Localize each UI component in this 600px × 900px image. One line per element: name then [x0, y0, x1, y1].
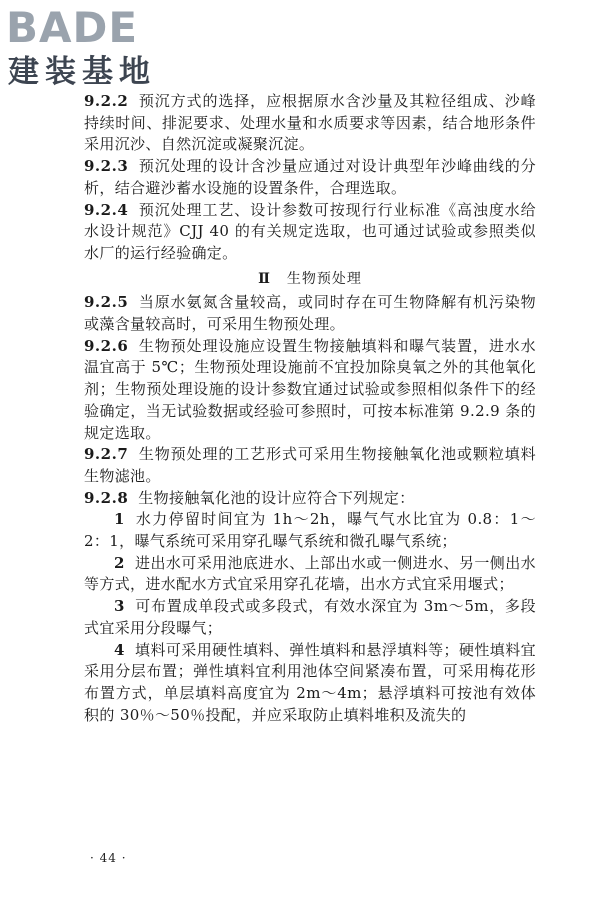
clause-text: 生物预处理设施应设置生物接触填料和曝气装置，进水水温宜高于 5℃；生物预处理设施前不宜投加除臭氧之外的其他氧化剂；生物预处理设施的设计参数宜通过试验或参照相似条件下的经验确定，当无试验数据或经验可参照时，可按本标准第 9.2.9 条的规定选取。	[84, 336, 536, 442]
clause-number: 9.2.5	[84, 293, 129, 312]
clause-number: 9.2.8	[84, 488, 129, 507]
clause-text: 生物预处理的工艺形式可采用生物接触氧化池或颗粒填料生物滤池。	[84, 445, 536, 485]
list-item-3	[84, 596, 536, 639]
clause-number: 9.2.4	[84, 200, 129, 219]
clause-number: 9.2.2	[84, 92, 129, 110]
section-number: Ⅱ	[258, 270, 271, 287]
item-text: 可布置成单段式或多段式，有效水深宜为 3m～5m，多段式宜采用分段曝气；	[84, 597, 536, 637]
item-number: 4	[114, 640, 125, 659]
clause-text: 预沉处理的设计含沙量应通过对设计典型年沙峰曲线的分析，结合避沙蓄水设施的设置条件，合理选取。	[84, 157, 536, 197]
clause-text: 生物接触氧化池的设计应符合下列规定：	[138, 488, 415, 507]
clause-9-2-7	[84, 444, 536, 487]
clause-9-2-5	[84, 292, 536, 335]
section-title: 生物预处理	[286, 270, 362, 287]
list-item-2	[84, 553, 536, 596]
clause-9-2-6	[84, 336, 536, 445]
clause-number: 9.2.3	[84, 157, 129, 176]
clause-9-2-4	[84, 200, 536, 265]
clause-9-2-2	[84, 91, 536, 156]
item-number: 2	[114, 553, 125, 572]
clause-number: 9.2.6	[84, 336, 129, 355]
site-logo	[6, 4, 176, 94]
item-text: 填料可采用硬性填料、弹性填料和悬浮填料等；硬性填料宜采用分层布置；弹性填料宜利用池体空间紧凑布置，可采用梅花形布置方式，单层填料高度宜为 2m～4m；悬浮填料可按池有效体积的 30％～50％投配，并应采取防止填料堆积及流失的	[84, 640, 536, 724]
item-text: 水力停留时间宜为 1h～2h，曝气气水比宜为 0.8：1～2：1，曝气系统可采用穿孔曝气系统和微孔曝气系统；	[84, 510, 536, 551]
clause-text: 预沉方式的选择，应根据原水含沙量及其粒径组成、沙峰持续时间、排泥要求、处理水量和水质要求等因素，结合地形条件采用沉沙、自然沉淀或凝聚沉淀。	[84, 92, 536, 154]
item-text: 进出水可采用池底进水、上部出水或一侧进水、另一侧出水等方式，进水配水方式宜采用穿孔花墙，出水方式宜采用堰式；	[84, 553, 536, 594]
clause-text: 预沉处理工艺、设计参数可按现行行业标准《高浊度水给水设计规范》CJJ 40 的有关规定选取，也可通过试验或参照类似水厂的运行经验确定。	[84, 200, 536, 262]
clause-9-2-3	[84, 156, 536, 199]
clause-number: 9.2.7	[84, 445, 129, 464]
list-item-1	[84, 509, 536, 552]
page-body	[84, 91, 536, 726]
logo-text-cn: 建装基地	[8, 54, 156, 90]
section-heading	[84, 269, 536, 291]
page-number: · 44 ·	[90, 851, 127, 865]
logo-text-en: BADE	[6, 3, 139, 52]
item-number: 1	[114, 510, 125, 529]
list-item-4	[84, 640, 536, 727]
item-number: 3	[114, 597, 125, 616]
clause-9-2-8	[84, 488, 536, 510]
clause-text: 当原水氨氮含量较高，或同时存在可生物降解有机污染物或藻含量较高时，可采用生物预处理。	[84, 293, 536, 334]
